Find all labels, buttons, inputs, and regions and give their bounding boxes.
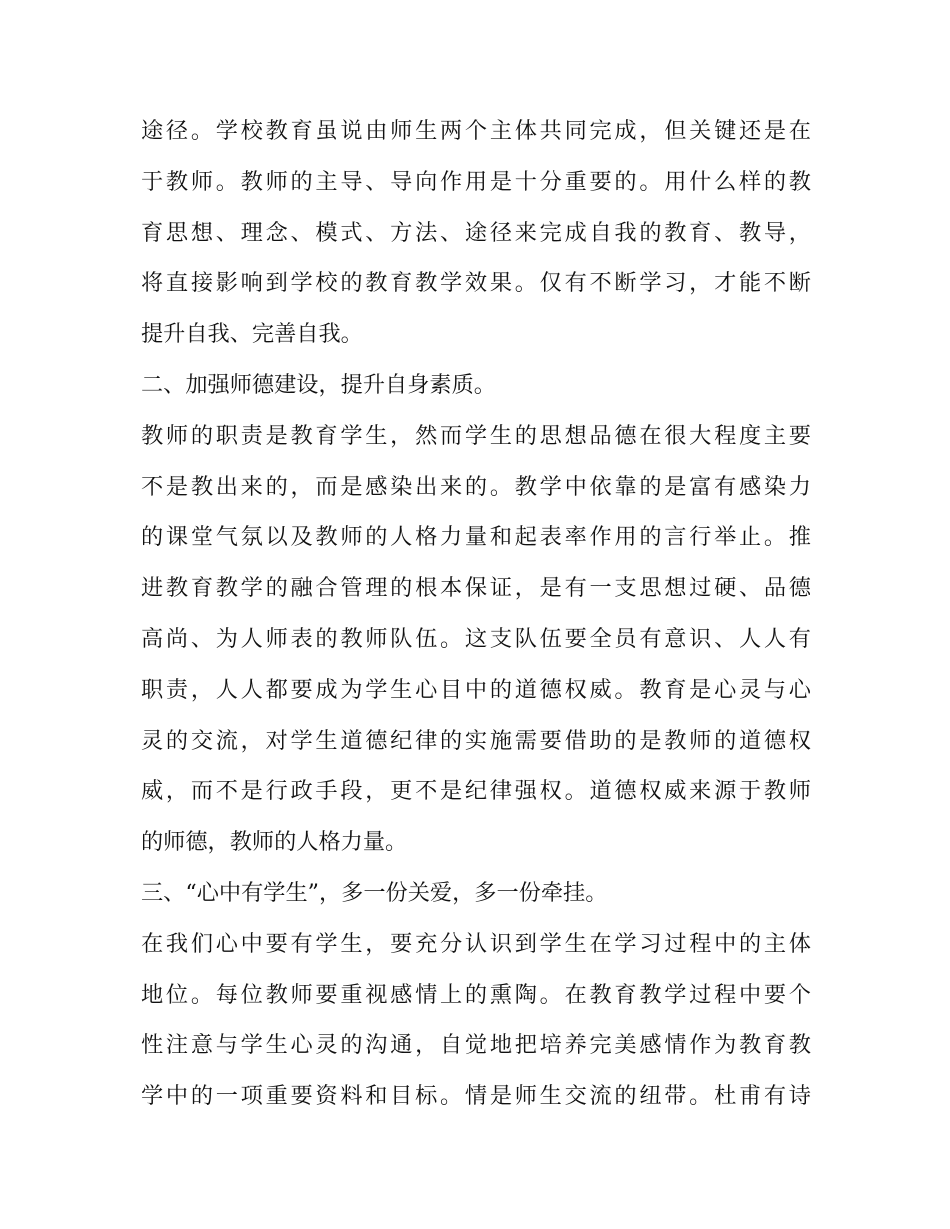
text-line: 将直接影响到学校的教育教学效果。仅有不断学习，才能不断 xyxy=(141,270,811,297)
text-line: 高尚、为人师表的教师队伍。这支队伍要全员有意识、人人有 xyxy=(141,625,811,652)
text-line: 性注意与学生心灵的沟通，自觉地把培养完美感情作为教育教 xyxy=(141,1032,811,1059)
text-line: 教师的职责是教育学生，然而学生的思想品德在很大程度主要 xyxy=(141,422,811,449)
text-line: 的课堂气氛以及教师的人格力量和起表率作用的言行举止。推 xyxy=(141,524,811,551)
document-body xyxy=(141,106,811,1122)
text-line: 威，而不是行政手段，更不是纪律强权。道德权威来源于教师 xyxy=(141,778,811,805)
text-line: 的师德，教师的人格力量。 xyxy=(141,829,408,856)
text-line: 学中的一项重要资料和目标。情是师生交流的纽带。杜甫有诗 xyxy=(141,1083,811,1110)
text-line: 育思想、理念、模式、方法、途径来完成自我的教育、教导， xyxy=(141,219,811,246)
text-line: 提升自我、完善自我。 xyxy=(141,321,363,348)
text-line: 进教育教学的融合管理的根本保证，是有一支思想过硬、品德 xyxy=(141,575,811,602)
text-line: 职责，人人都要成为学生心目中的道德权威。教育是心灵与心 xyxy=(141,676,811,703)
text-line: 途径。学校教育虽说由师生两个主体共同完成，但关键还是在 xyxy=(141,118,811,144)
text-line: 不是教出来的，而是感染出来的。教学中依靠的是富有感染力 xyxy=(141,473,811,500)
text-line: 在我们心中要有学生，要充分认识到学生在学习过程中的主体 xyxy=(141,930,811,957)
text-line: 灵的交流，对学生道德纪律的实施需要借助的是教师的道德权 xyxy=(141,727,811,754)
text-line: 三、“心中有学生”，多一份关爱，多一份牵挂。 xyxy=(141,879,608,906)
text-line: 二、加强师德建设，提升自身素质。 xyxy=(141,371,496,398)
text-line: 地位。每位教师要重视感情上的熏陶。在教育教学过程中要个 xyxy=(141,981,811,1008)
text-line: 于教师。教师的主导、导向作用是十分重要的。用什么样的教 xyxy=(141,168,811,195)
